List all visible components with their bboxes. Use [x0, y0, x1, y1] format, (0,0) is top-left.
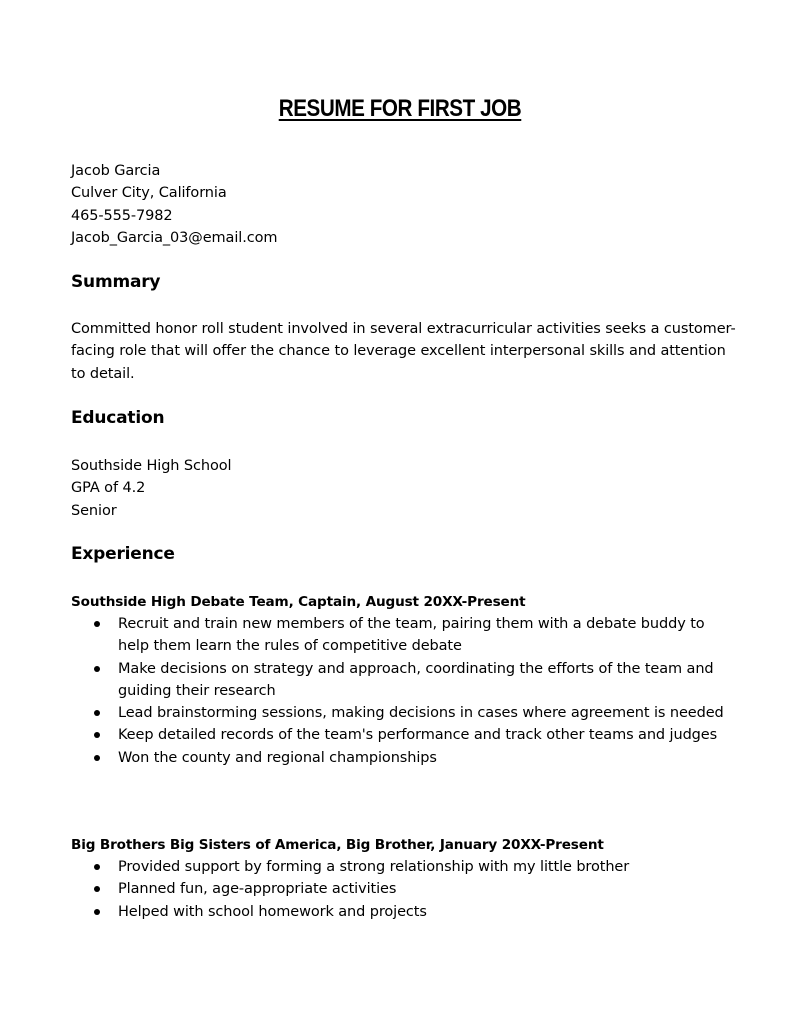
job-bullet-text: Helped with school homework and projects	[118, 903, 427, 920]
job-title: Big Brothers Big Sisters of America, Big Brother, January 20XX-Present	[71, 837, 604, 853]
job-bullet-text: Keep detailed records of the team's performance and track other teams and judges	[118, 727, 718, 744]
summary-text: Committed honor roll student involved in several extracurricular activities seeks a customer-facing role that will offer the chance to leverage excellent interpersonal skills and attention to detail.	[71, 321, 736, 382]
job-bullet-text: Planned fun, age-appropriate activities	[118, 881, 397, 898]
job-bullet	[71, 901, 738, 923]
contact-phone: 465-555-7982	[71, 207, 173, 224]
job-title: Southside High Debate Team, Captain, August 20XX-Present	[71, 594, 526, 610]
job-bullet-text: Won the county and regional championships	[118, 749, 437, 766]
bullet-icon	[94, 732, 100, 738]
contact-name: Jacob Garcia	[71, 163, 161, 179]
contact-location: Culver City, California	[71, 185, 227, 202]
bullet-icon	[94, 909, 100, 915]
education-year: Senior	[71, 502, 117, 519]
document-title: RESUME FOR FIRST JOB	[278, 95, 522, 122]
job-bullet	[71, 856, 738, 878]
job-bullet	[71, 613, 738, 658]
job-bullet-text: Lead brainstorming sessions, making decisions in cases where agreement is needed	[118, 705, 724, 722]
bullet-icon	[94, 755, 100, 761]
job-bullet-text: Make decisions on strategy and approach, coordinating the efforts of the team and guiding their research	[118, 660, 714, 699]
education-gpa: GPA of 4.2	[71, 480, 146, 497]
job-bullet	[71, 724, 738, 746]
summary-heading: Summary	[71, 272, 161, 292]
job-bullet	[71, 658, 738, 703]
job-bullet-list	[71, 613, 741, 769]
contact-email: Jacob_Garcia_03@email.com	[71, 229, 278, 246]
job-entry	[71, 591, 741, 769]
bullet-icon	[94, 886, 100, 892]
education-heading: Education	[71, 408, 165, 428]
job-bullet-text: Provided support by forming a strong relationship with my little brother	[118, 859, 630, 875]
bullet-icon	[94, 666, 100, 672]
job-bullet	[71, 702, 738, 724]
bullet-icon	[94, 710, 100, 716]
job-bullet-text: Recruit and train new members of the team, pairing them with a debate buddy to help them learn the rules of competitive debate	[118, 616, 705, 655]
bullet-icon	[94, 621, 100, 627]
education-school: Southside High School	[71, 458, 232, 474]
contact-block	[71, 160, 741, 249]
bullet-icon	[94, 864, 100, 870]
job-entry	[71, 834, 741, 923]
job-bullet	[71, 747, 738, 769]
job-bullet	[71, 878, 738, 900]
job-bullet-list	[71, 856, 741, 923]
experience-heading: Experience	[71, 544, 175, 564]
education-block	[71, 455, 741, 522]
